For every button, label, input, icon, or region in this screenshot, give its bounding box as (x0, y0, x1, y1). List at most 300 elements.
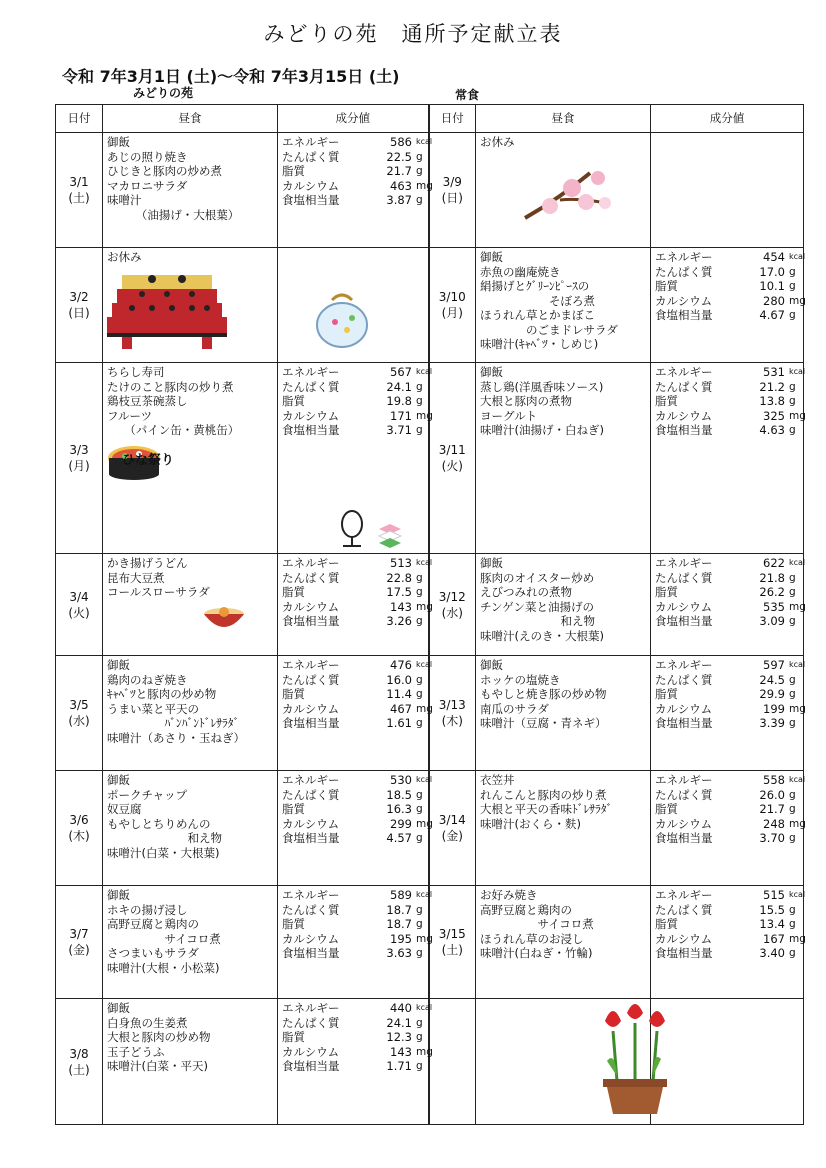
date-cell (429, 248, 476, 363)
nutrient-value: 21.7 (759, 802, 785, 816)
nutrition-grid (282, 1001, 433, 1074)
nutrient-label: たんぱく質 (282, 149, 340, 164)
date-label: 3/9 (442, 175, 462, 189)
nutrient-label: エネルギー (282, 135, 340, 149)
nutrient-value: 18.5 (386, 787, 412, 802)
date-label: 3/11 (438, 443, 466, 457)
nutrient-label: カルシウム (655, 293, 713, 308)
nutrient-unit: g (789, 280, 796, 292)
dish-list: お好み焼き 高野豆腐と鶏肉の サイコロ煮 ほうれん草のお浸し 味噌汁(白ねぎ・竹輪) (480, 888, 594, 960)
nutrient-label: 脂質 (655, 802, 678, 816)
nutrient-unit: g (789, 673, 796, 686)
nutrition-cell (651, 771, 804, 886)
nutrient-value: 26.2 (759, 585, 785, 599)
lunch-cell (476, 248, 651, 363)
nutrition-cell (278, 656, 433, 771)
table-row (56, 771, 804, 886)
nutrient-label: カルシウム (655, 599, 713, 614)
dish-list: 御飯 鶏肉のねぎ焼き ｷｬﾍﾞﾂと豚肉の炒め物 うまい菜と平天の ﾊﾞﾝﾊﾞﾝﾄﾞﾚｻﾗﾀﾞ 味噌汁（あさり・玉ねぎ） (107, 658, 245, 745)
dish-list: 御飯 赤魚の幽庵焼き 絹揚げとｸﾞﾘｰﾝﾋﾟｰｽの そぼろ煮 ほうれん草とかまぼこ のごまドレサラダ 味噌汁(ｷｬﾍﾞﾂ・しめじ) (480, 250, 618, 351)
nutrient-unit: kcal (416, 890, 433, 899)
nutrient-label: 脂質 (282, 394, 305, 408)
nutrient-value: 597 (763, 658, 785, 672)
nutrient-label: 脂質 (282, 1030, 305, 1044)
dish-list: かき揚げうどん 昆布大豆煮 コールスローサラダ (107, 556, 210, 599)
nutrition-grid (282, 365, 433, 438)
nutrient-unit: g (416, 947, 423, 959)
date-cell (56, 771, 103, 886)
nutrient-unit: kcal (416, 660, 433, 669)
nutrient-unit: g (789, 586, 796, 598)
nutrient-value: 29.9 (759, 687, 785, 701)
nutrient-label: カルシウム (282, 931, 340, 946)
date-label: 3/6 (69, 813, 89, 827)
dish-list: 御飯 ホッケの塩焼き もやしと焼き豚の炒め物 南瓜のサラダ 味噌汁（豆腐・青ネギ） (480, 658, 607, 730)
lunch-cell (476, 771, 651, 886)
nutrient-unit: mg (789, 294, 806, 307)
nutrient-label: たんぱく質 (655, 264, 713, 279)
nutrient-value: 21.8 (759, 570, 785, 585)
nutrient-unit: g (416, 1016, 423, 1029)
lunch-cell (476, 999, 651, 1125)
nutrient-unit: g (789, 265, 796, 278)
nutrient-unit: mg (789, 600, 806, 613)
hinamatsuri-label: ひな祭り (122, 452, 175, 468)
nutrient-unit: mg (789, 702, 806, 715)
nutrient-label: カルシウム (282, 178, 340, 193)
lunch-cell (103, 133, 278, 248)
nutrient-label: カルシウム (282, 701, 340, 716)
nutrient-value: 440 (390, 1001, 412, 1015)
nutrient-unit: mg (416, 179, 433, 192)
nutrient-unit: g (789, 903, 796, 916)
nutrition-cell (278, 771, 433, 886)
dish-list: 衣笠丼 れんこんと豚肉の炒り煮 大根と平天の香味ﾄﾞﾚｻﾗﾀﾞ 味噌汁(おくら・麩) (480, 773, 613, 831)
lunch-cell (103, 886, 278, 999)
nutrient-label: エネルギー (282, 888, 340, 902)
nutrient-label: 食塩相当量 (282, 716, 340, 730)
nutrient-value: 21.7 (386, 164, 412, 178)
nutrient-value: 586 (390, 135, 412, 149)
nutrient-label: 食塩相当量 (655, 308, 713, 322)
day-of-week: (火) (68, 605, 90, 620)
nutrient-unit: g (416, 395, 423, 407)
nutrition-cell (651, 886, 804, 999)
menu-table (55, 104, 804, 1125)
nutrient-unit: g (416, 673, 423, 686)
table-row (56, 133, 804, 248)
nutrient-unit: g (789, 424, 796, 436)
nutrient-unit: g (789, 717, 796, 729)
lunch-cell (103, 554, 278, 656)
nutrient-value: 19.8 (386, 394, 412, 408)
nutrient-value: 24.1 (386, 379, 412, 394)
nutrition-grid (655, 773, 806, 846)
nutrient-value: 22.5 (386, 149, 412, 164)
nutrient-label: 脂質 (282, 164, 305, 178)
day-of-week: (木) (68, 829, 90, 843)
nutrient-unit: kcal (789, 252, 806, 261)
table-row (56, 656, 804, 771)
nutrient-unit: g (416, 803, 423, 815)
nutrient-value: 280 (763, 293, 785, 308)
nutrient-value: 3.70 (759, 831, 785, 845)
nutrient-label: カルシウム (282, 408, 340, 423)
nutrient-label: エネルギー (655, 658, 713, 672)
nutrient-value: 589 (390, 888, 412, 902)
lunch-cell (103, 248, 278, 363)
day-of-week: (金) (441, 829, 463, 843)
nutrition-cell (278, 133, 433, 248)
dish-list: お休み (107, 250, 142, 264)
nutrient-value: 4.57 (386, 831, 412, 845)
nutrient-value: 3.39 (759, 716, 785, 730)
nutrient-value: 171 (390, 408, 412, 423)
nutrient-value: 195 (390, 931, 412, 946)
nutrient-unit: g (416, 571, 423, 584)
header-lunch: 昼食 (103, 105, 278, 133)
nutrition-cell (651, 133, 804, 248)
nutrient-value: 15.5 (759, 902, 785, 917)
nutrient-label: たんぱく質 (655, 570, 713, 585)
nutrient-value: 299 (390, 816, 412, 831)
nutrition-cell (651, 363, 804, 554)
meal-type: 常食 (455, 88, 480, 102)
hishimochi-icon (377, 522, 403, 548)
lunch-cell (476, 363, 651, 554)
nutrient-value: 513 (390, 556, 412, 570)
nutrient-value: 463 (390, 178, 412, 193)
nutrition-grid (655, 888, 806, 961)
nutrient-value: 13.8 (759, 394, 785, 408)
nutrient-label: 食塩相当量 (282, 193, 340, 207)
table-row (56, 886, 804, 999)
nutrient-unit: kcal (416, 137, 433, 146)
nutrient-value: 3.40 (759, 946, 785, 960)
day-of-week: (水) (441, 605, 463, 620)
nutrient-label: 脂質 (655, 917, 678, 931)
nutrient-value: 325 (763, 408, 785, 423)
date-cell (56, 656, 103, 771)
nutrient-unit: kcal (789, 890, 806, 899)
nutrient-value: 11.4 (386, 687, 412, 701)
nutrient-value: 1.61 (386, 716, 412, 730)
date-label: 3/12 (438, 589, 466, 604)
nutrient-unit: g (416, 1031, 423, 1043)
date-label: 3/15 (438, 927, 466, 941)
nutrient-unit: g (416, 832, 423, 844)
header-date: 日付 (429, 105, 476, 133)
day-of-week: (火) (441, 459, 463, 473)
nutrient-value: 167 (763, 931, 785, 946)
nutrient-value: 16.3 (386, 802, 412, 816)
nutrient-value: 467 (390, 701, 412, 716)
nutrient-value: 3.09 (759, 614, 785, 628)
dish-list: お休み (480, 135, 515, 149)
nutrient-unit: kcal (789, 775, 806, 784)
day-of-week: (土) (441, 943, 463, 957)
nutrient-unit: g (416, 903, 423, 916)
nutrient-label: たんぱく質 (655, 672, 713, 687)
nutrient-label: 脂質 (282, 687, 305, 701)
nutrient-value: 199 (763, 701, 785, 716)
nutrient-unit: g (416, 165, 423, 177)
date-label: 3/7 (69, 927, 89, 941)
table-row (56, 248, 804, 363)
nutrient-label: カルシウム (655, 701, 713, 716)
nutrient-unit: g (789, 803, 796, 815)
nutrient-label: 食塩相当量 (655, 423, 713, 437)
nutrient-value: 531 (763, 365, 785, 379)
nutrient-label: 脂質 (655, 279, 678, 293)
mame-bag-icon (307, 280, 377, 350)
tulip-pot-icon (595, 1001, 675, 1116)
nutrient-unit: g (416, 150, 423, 163)
nutrient-unit: kcal (416, 1003, 433, 1012)
nutrient-value: 12.3 (386, 1030, 412, 1044)
nutrient-unit: g (416, 918, 423, 930)
nutrient-unit: mg (416, 409, 433, 422)
hina-dolls-icon (107, 267, 227, 352)
nutrient-unit: kcal (789, 660, 806, 669)
nutrient-unit: g (789, 615, 796, 627)
nutrient-label: エネルギー (655, 365, 713, 379)
nutrient-unit: g (789, 309, 796, 321)
nutrition-cell (278, 886, 433, 999)
nutrient-unit: g (789, 788, 796, 801)
nutrient-value: 248 (763, 816, 785, 831)
nutrient-value: 16.0 (386, 672, 412, 687)
nutrition-cell (651, 656, 804, 771)
date-label: 3/13 (438, 698, 466, 712)
nutrient-unit: mg (416, 932, 433, 945)
lunch-cell (103, 363, 278, 554)
nutrient-label: たんぱく質 (282, 1015, 340, 1030)
day-of-week: (月) (441, 306, 463, 320)
table-row (56, 363, 804, 554)
nutrition-cell (278, 999, 433, 1125)
header-date: 日付 (56, 105, 103, 133)
nutrient-unit: g (416, 717, 423, 729)
day-of-week: (日) (441, 191, 463, 205)
nutrition-grid (655, 250, 806, 323)
nutrition-grid (282, 135, 433, 208)
nutrient-unit: g (416, 194, 423, 206)
nutrient-value: 24.5 (759, 672, 785, 687)
dish-list: 御飯 豚肉のオイスター炒め えびつみれの煮物 チンゲン菜と油揚げの 和え物 味噌汁(えのき・大根葉) (480, 556, 604, 643)
page-title: みどりの苑 通所予定献立表 (263, 22, 563, 46)
nutrient-value: 24.1 (386, 1015, 412, 1030)
nutrient-label: 食塩相当量 (655, 614, 713, 628)
date-label: 3/10 (438, 290, 466, 304)
nutrition-grid (655, 365, 806, 438)
day-of-week: (水) (68, 714, 90, 728)
date-cell (56, 248, 103, 363)
nutrition-grid (655, 658, 806, 731)
nutrient-label: 食塩相当量 (282, 831, 340, 845)
dish-list: 御飯 あじの照り焼き ひじきと豚肉の炒め煮 マカロニサラダ 味噌汁 （油揚げ・大根葉） (107, 135, 240, 222)
nutrient-label: 脂質 (655, 585, 678, 599)
nutrient-label: たんぱく質 (282, 787, 340, 802)
nutrient-unit: mg (789, 409, 806, 422)
udon-bowl-icon (202, 600, 247, 635)
nutrient-label: たんぱく質 (282, 379, 340, 394)
date-cell (56, 554, 103, 656)
nutrient-unit: mg (416, 600, 433, 613)
nutrient-unit: g (789, 918, 796, 930)
nutrient-unit: mg (416, 817, 433, 830)
nutrient-value: 3.71 (386, 423, 412, 437)
nutrient-label: 食塩相当量 (282, 423, 340, 437)
nutrient-value: 17.0 (759, 264, 785, 279)
date-label: 3/8 (69, 1046, 89, 1061)
nutrient-label: エネルギー (655, 888, 713, 902)
nutrient-unit: mg (416, 1045, 433, 1058)
date-label: 3/14 (438, 813, 466, 827)
date-cell (56, 999, 103, 1125)
nutrient-label: エネルギー (282, 365, 340, 379)
nutrient-unit: g (789, 832, 796, 844)
nutrient-label: たんぱく質 (282, 672, 340, 687)
nutrient-label: 脂質 (655, 687, 678, 701)
lunch-cell (103, 656, 278, 771)
nutrient-value: 17.5 (386, 585, 412, 599)
nutrient-value: 3.63 (386, 946, 412, 960)
nutrient-label: 脂質 (282, 585, 305, 599)
nutrient-label: エネルギー (655, 250, 713, 264)
nutrient-value: 13.4 (759, 917, 785, 931)
nutrient-label: 脂質 (282, 917, 305, 931)
nutrient-value: 3.26 (386, 614, 412, 628)
nutrient-label: 脂質 (655, 394, 678, 408)
facility-name: みどりの苑 (133, 86, 194, 100)
nutrition-cell (278, 363, 433, 554)
nutrient-unit: g (789, 571, 796, 584)
header-row (56, 105, 804, 133)
nutrient-value: 22.8 (386, 570, 412, 585)
nutrient-value: 1.71 (386, 1059, 412, 1073)
nutrient-label: エネルギー (655, 773, 713, 787)
nutrient-unit: g (416, 586, 423, 598)
nutrient-label: エネルギー (655, 556, 713, 570)
nutrient-value: 18.7 (386, 917, 412, 931)
day-of-week: (日) (68, 306, 90, 320)
nutrient-unit: g (416, 380, 423, 393)
nutrition-grid (282, 773, 433, 846)
nutrient-unit: g (416, 1060, 423, 1072)
nutrient-label: エネルギー (282, 1001, 340, 1015)
dish-list: 御飯 蒸し鶏(洋風香味ソース) 大根と豚肉の煮物 ヨーグルト 味噌汁(油揚げ・白ねぎ) (480, 365, 604, 437)
nutrient-label: たんぱく質 (282, 570, 340, 585)
nutrient-unit: mg (416, 702, 433, 715)
nutrient-label: カルシウム (655, 408, 713, 423)
date-label: 3/3 (69, 443, 89, 457)
dish-list: 御飯 ポークチャップ 奴豆腐 もやしとちりめんの 和え物 味噌汁(白菜・大根葉) (107, 773, 222, 860)
nutrient-unit: g (789, 380, 796, 393)
nutrition-grid (282, 556, 433, 629)
nutrient-unit: g (789, 395, 796, 407)
nutrient-label: 脂質 (282, 802, 305, 816)
cherry-blossom-icon (520, 158, 620, 228)
dish-list: ちらし寿司 たけのこと豚肉の炒り煮 鶏枝豆茶碗蒸し フルーツ （パイン缶・黄桃缶） (107, 365, 240, 437)
nutrition-cell (651, 554, 804, 656)
nutrient-value: 3.87 (386, 193, 412, 207)
nutrient-unit: kcal (416, 775, 433, 784)
date-cell (56, 363, 103, 554)
nutrient-label: カルシウム (655, 931, 713, 946)
nutrient-label: エネルギー (282, 773, 340, 787)
nutrient-label: カルシウム (655, 816, 713, 831)
nutrient-unit: kcal (789, 367, 806, 376)
nutrient-unit: mg (789, 932, 806, 945)
header-lunch: 昼食 (476, 105, 651, 133)
nutrient-label: カルシウム (282, 816, 340, 831)
nutrient-label: たんぱく質 (282, 902, 340, 917)
nutrient-unit: g (789, 688, 796, 700)
nutrient-value: 476 (390, 658, 412, 672)
lunch-cell (476, 133, 651, 248)
nutrient-unit: g (416, 424, 423, 436)
header-nutrition: 成分値 (278, 105, 429, 133)
date-label: 3/5 (69, 698, 89, 712)
date-label: 3/4 (69, 589, 89, 604)
nutrient-value: 10.1 (759, 279, 785, 293)
nutrient-value: 535 (763, 599, 785, 614)
nutrient-value: 4.63 (759, 423, 785, 437)
nutrient-label: 食塩相当量 (655, 831, 713, 845)
nutrition-grid (282, 888, 433, 961)
nutrient-value: 515 (763, 888, 785, 902)
day-of-week: (土) (68, 1062, 90, 1077)
nutrient-label: たんぱく質 (655, 787, 713, 802)
nutrient-value: 26.0 (759, 787, 785, 802)
nutrient-label: 食塩相当量 (282, 946, 340, 960)
nutrient-unit: kcal (416, 558, 433, 567)
dish-list: 御飯 白身魚の生姜煮 大根と豚肉の炒め物 玉子どうふ 味噌汁(白菜・平天) (107, 1001, 211, 1073)
nutrient-label: 食塩相当量 (655, 946, 713, 960)
date-label: 3/2 (69, 290, 89, 304)
lunch-cell (103, 771, 278, 886)
table-row (56, 554, 804, 656)
nutrient-unit: g (789, 947, 796, 959)
nutrient-unit: mg (789, 817, 806, 830)
nutrient-label: カルシウム (282, 1044, 340, 1059)
nutrient-value: 21.2 (759, 379, 785, 394)
nutrient-label: たんぱく質 (655, 379, 713, 394)
day-of-week: (月) (68, 459, 90, 473)
day-of-week: (土) (68, 191, 90, 205)
nutrient-value: 530 (390, 773, 412, 787)
table-row (56, 999, 804, 1125)
nutrient-label: カルシウム (282, 599, 340, 614)
lunch-cell (103, 999, 278, 1125)
nutrient-unit: g (416, 788, 423, 801)
nutrition-grid (655, 556, 806, 629)
nutrient-label: 食塩相当量 (282, 614, 340, 628)
nutrition-cell (651, 248, 804, 363)
nutrient-value: 4.67 (759, 308, 785, 322)
nutrient-unit: kcal (789, 558, 806, 567)
header-nutrition: 成分値 (651, 105, 804, 133)
nutrition-cell (278, 554, 433, 656)
nutrient-label: 食塩相当量 (655, 716, 713, 730)
nutrient-label: たんぱく質 (655, 902, 713, 917)
nutrient-unit: kcal (416, 367, 433, 376)
nutrient-unit: g (416, 688, 423, 700)
nutrient-value: 454 (763, 250, 785, 264)
lunch-cell (476, 554, 651, 656)
nutrient-label: エネルギー (282, 658, 340, 672)
